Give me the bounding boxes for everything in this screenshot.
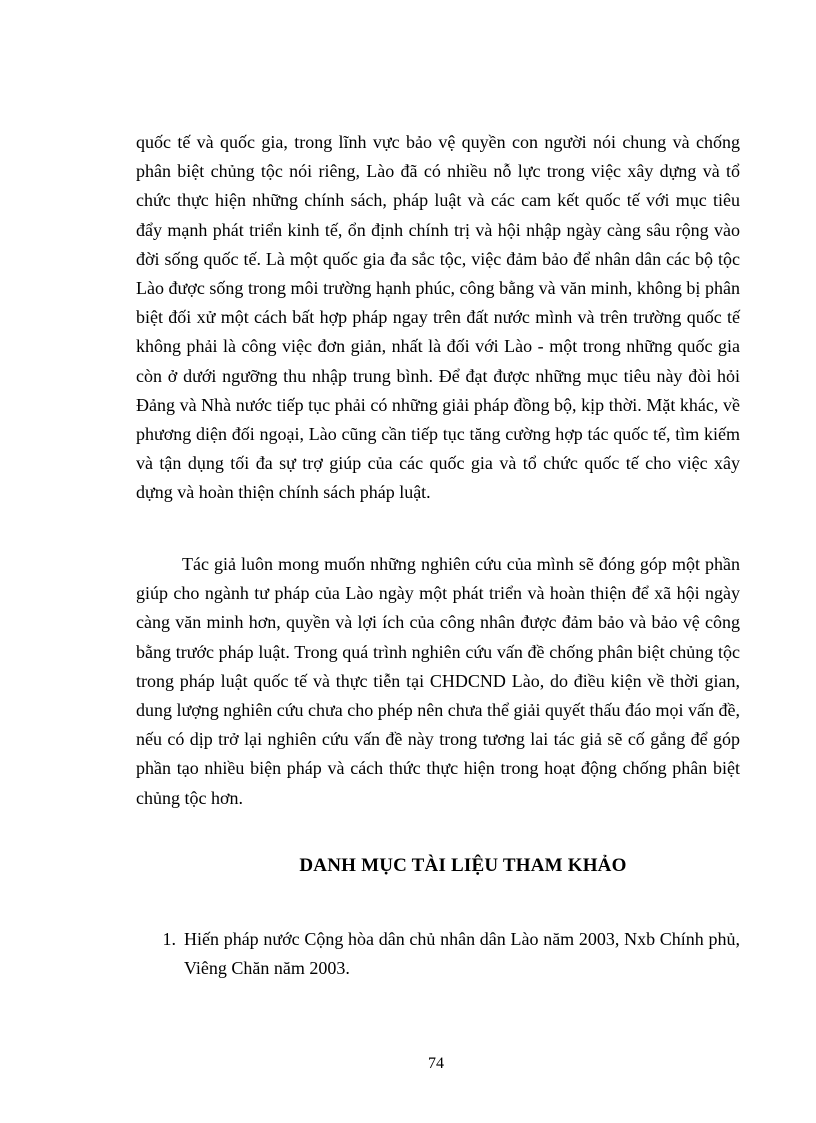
reference-list: [136, 925, 740, 983]
body-paragraph-1: quốc tế và quốc gia, trong lĩnh vực bảo vệ quyền con người nói chung và chống phân biệt chủng tộc nói riêng, Lào đã có nhiều nỗ lực trong việc xây dựng và tổ chức thực hiện những chính sách, pháp luật và các cam kết quốc tế với mục tiêu đẩy mạnh phát triển kinh tế, ổn định chính trị và hội nhập ngày càng sâu rộng vào đời sống quốc tế. Là một quốc gia đa sắc tộc, việc đảm bảo để nhân dân các bộ tộc Lào được sống trong môi trường hạnh phúc, công bằng và văn minh, không bị phân biệt đối xử một cách bất hợp pháp ngay trên đất nước mình và trên trường quốc tế không phải là công việc đơn giản, nhất là đối với Lào - một trong những quốc gia còn ở dưới ngưỡng thu nhập trung bình. Để đạt được những mục tiêu này đòi hỏi Đảng và Nhà nước tiếp tục phải có những giải pháp đồng bộ, kịp thời. Mặt khác, về phương diện đối ngoại, Lào cũng cần tiếp tục tăng cường hợp tác quốc tế, tìm kiếm và tận dụng tối đa sự trợ giúp của các quốc gia và tổ chức quốc tế cho việc xây dựng và hoàn thiện chính sách pháp luật.: [136, 132, 740, 503]
references-heading: DANH MỤC TÀI LIỆU THAM KHẢO: [299, 855, 627, 876]
reference-item: [136, 925, 740, 983]
body-paragraph-2: Tác giả luôn mong muốn những nghiên cứu của mình sẽ đóng góp một phần giúp cho ngành tư pháp của Lào ngày một phát triển và hoàn thiện để xã hội ngày càng văn minh hơn, quyền và lợi ích của công nhân được đảm bảo và bảo vệ công bằng trước pháp luật. Trong quá trình nghiên cứu vấn đề chống phân biệt chủng tộc trong pháp luật quốc tế và thực tiễn tại CHDCND Lào, do điều kiện về thời gian, dung lượng nghiên cứu chưa cho phép nên chưa thể giải quyết thấu đáo mọi vấn đề, nếu có dịp trở lại nghiên cứu vấn đề này trong tương lai tác giả sẽ cố gắng để góp phần tạo nhiều biện pháp và cách thức thực hiện trong hoạt động chống phân biệt chủng tộc hơn.: [136, 554, 740, 808]
reference-number: 1.: [162, 929, 176, 949]
page-number: 74: [428, 1055, 444, 1072]
reference-text: Hiến pháp nước Cộng hòa dân chủ nhân dân Lào năm 2003, Nxb Chính phủ, Viêng Chăn năm 2003.: [184, 929, 740, 979]
